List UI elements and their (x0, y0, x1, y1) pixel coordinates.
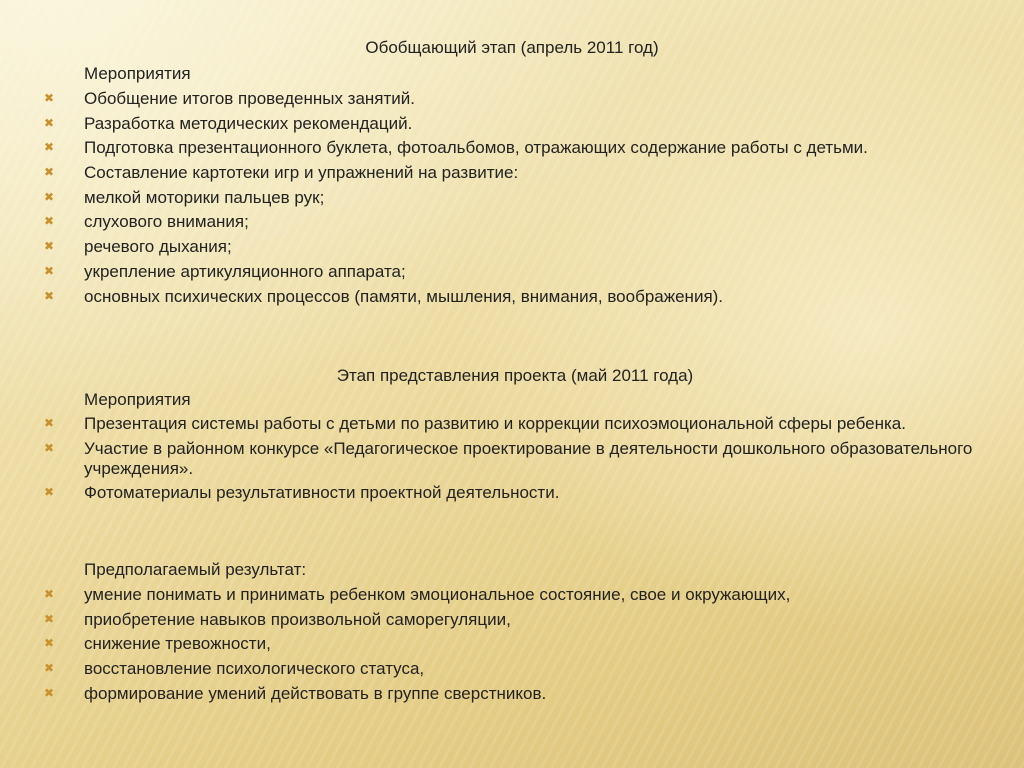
x-mark-icon: ✖ (44, 239, 55, 254)
x-mark-icon: ✖ (44, 263, 55, 278)
x-mark-icon: ✖ (44, 140, 55, 155)
section-2-subheading: Мероприятия (84, 390, 191, 409)
x-mark-icon: ✖ (44, 115, 55, 130)
x-mark-icon: ✖ (44, 440, 55, 455)
list-item: ✖ снижение тревожности, (44, 634, 271, 654)
list-item: ✖ Обобщение итогов проведенных занятий. (44, 89, 416, 108)
list-item: ✖ восстановление психологического статуса, (44, 659, 425, 679)
x-mark-icon: ✖ (44, 189, 55, 204)
list-item: ✖ речевого дыхания; (44, 237, 232, 257)
x-mark-icon: ✖ (44, 214, 55, 229)
x-mark-icon: ✖ (44, 685, 55, 700)
x-mark-icon: ✖ (44, 288, 55, 303)
section-2-list (0, 414, 1000, 508)
x-mark-icon: ✖ (44, 165, 55, 180)
list-item: ✖ умение понимать и принимать ребенком эмоциональное состояние, свое и окружающих, (44, 585, 791, 604)
list-item: ✖ Составление картотеки игр и упражнений на развитие: (44, 163, 519, 183)
x-mark-icon: ✖ (44, 587, 55, 601)
list-item: ✖ Разработка методических рекомендаций. (44, 113, 413, 133)
section-1-heading: Обобщающий этап (апрель 2011 год) (365, 38, 659, 57)
x-mark-icon: ✖ (44, 636, 55, 651)
section-3-subheading: Предполагаемый результат: (84, 560, 307, 579)
list-item: ✖ укрепление артикуляционного аппарата; (44, 261, 406, 281)
list-item: ✖ мелкой моторики пальцев рук; (44, 187, 325, 207)
x-mark-icon: ✖ (44, 485, 55, 500)
list-item: ✖ основных психических процессов (памяти, мышления, внимания, воображения). (44, 286, 724, 306)
list-item: ✖ Фотоматериалы результативности проектной деятельности. (44, 483, 560, 503)
list-item: ✖ Презентация системы работы с детьми по развитию и коррекции психоэмоциональной сферы ребенка. (44, 414, 906, 433)
list-item: ✖ Подготовка презентационного буклета, фотоальбомов, отражающих содержание работы с детьми. (44, 138, 868, 158)
list-item: ✖ формирование умений действовать в группе сверстников. (44, 683, 547, 703)
x-mark-icon: ✖ (44, 661, 55, 676)
section-1-list (0, 89, 1000, 311)
list-item: ✖ Участие в районном конкурсе «Педагогическое проектирование в деятельности дошкольного образовательного учреждения». (44, 438, 973, 478)
section-3-list (0, 585, 1000, 708)
x-mark-icon: ✖ (44, 416, 55, 430)
x-mark-icon: ✖ (44, 91, 55, 105)
section-1-subheading: Мероприятия (84, 64, 191, 83)
list-item: ✖ приобретение навыков произвольной саморегуляции, (44, 609, 511, 629)
section-2-heading: Этап представления проекта (май 2011 года) (336, 366, 694, 385)
x-mark-icon: ✖ (44, 611, 55, 626)
list-item: ✖ слухового внимания; (44, 212, 249, 232)
